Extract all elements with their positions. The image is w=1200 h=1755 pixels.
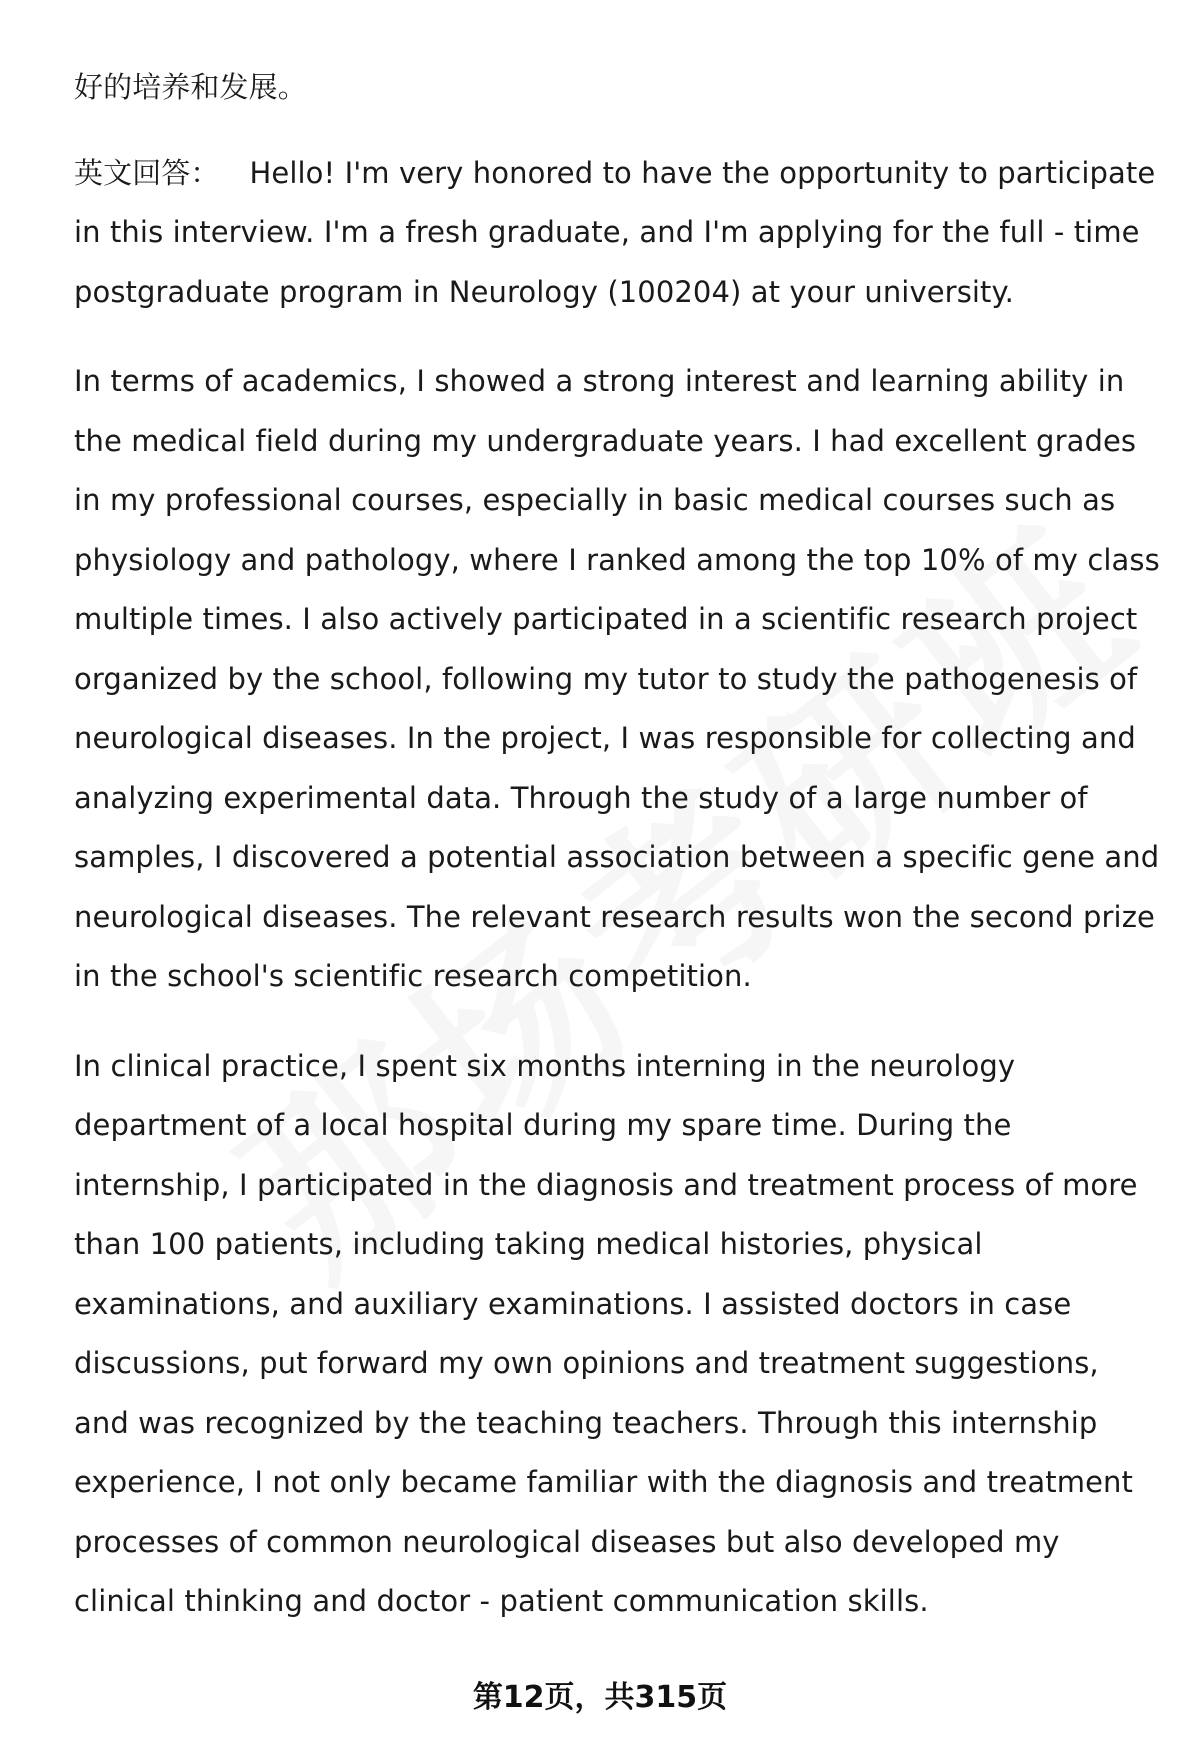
paragraph-clinical: In clinical practice, I spent six months interning in the neurology department of a local hospital during my spare time. During the internship, I participated in the diagnosis and treatment process of more than 100 patients, including taking medical histories, physical examinations, and auxiliary examinations. I assisted doctors in case discussions, put forward my own opinions and treatment suggestions, and was recognized by the teaching teachers. Through this internship experience, I not only became familiar with the diagnosis and treatment processes of common neurological diseases but also developed my clinical thinking and doctor - patient communication skills. (74, 1048, 1138, 1618)
document-body (74, 58, 1160, 1662)
paragraph-greeting (74, 144, 1160, 323)
page-number: 第12页，共315页 (472, 1680, 728, 1715)
paragraph-greeting-text: Hello! I'm very honored to have the opportunity to participate in this interview. I'm a fresh graduate, and I'm applying for the full - time postgraduate program in Neurology (100204) at your university. (74, 155, 1156, 309)
answer-label: 英文回答： (74, 155, 220, 190)
paragraph-academics: In terms of academics, I showed a strong interest and learning ability in the medical field during my undergraduate years. I had excellent grades in my professional courses, especially in basic medical courses such as physiology and pathology, where I ranked among the top 10% of my class multiple times. I also actively participated in a scientific research project organized by the school, following my tutor to study the pathogenesis of neurological diseases. In the project, I was responsible for collecting and analyzing experimental data. Through the study of a large number of samples, I discovered a potential association between a specific gene and neurological diseases. The relevant research results won the second prize in the school's scientific research competition. (74, 364, 1160, 993)
intro-fragment: 好的培养和发展。 (74, 70, 307, 104)
